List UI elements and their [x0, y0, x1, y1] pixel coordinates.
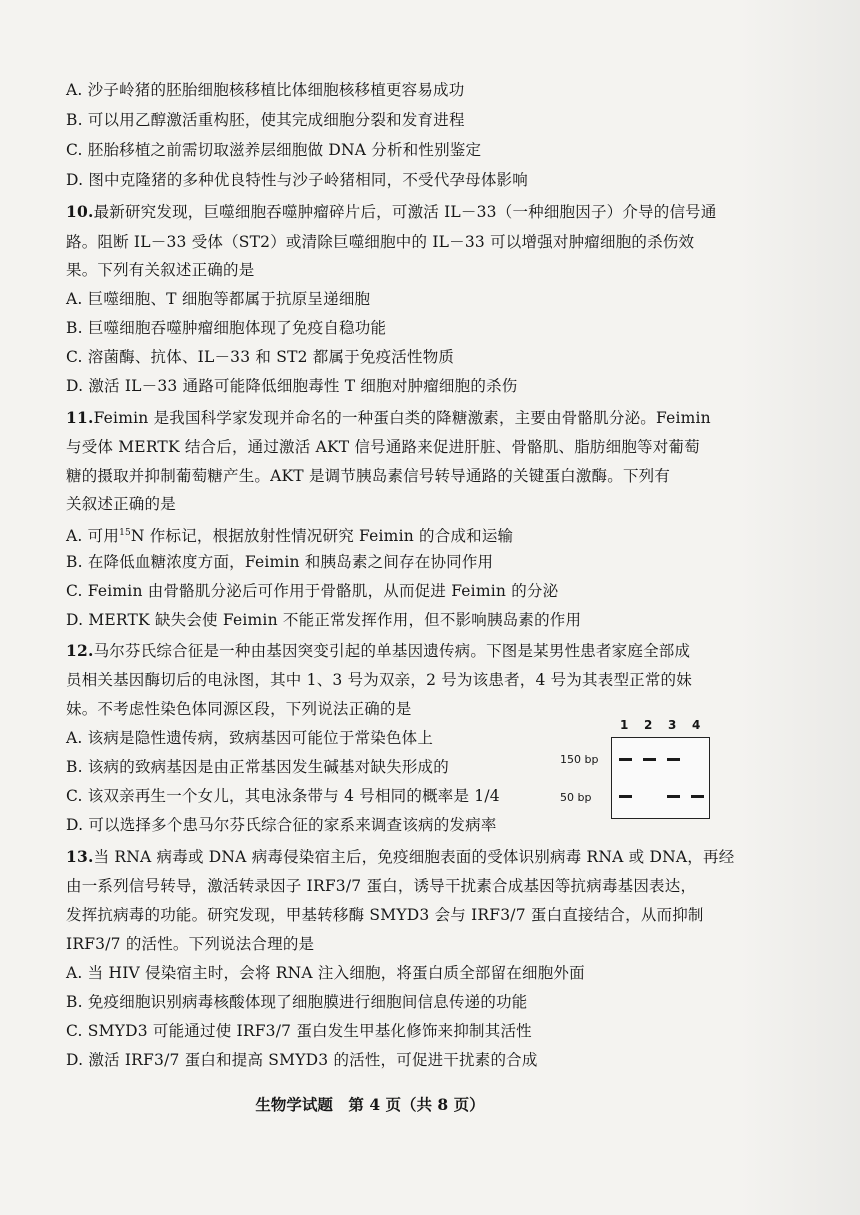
q11-option-a	[66, 523, 513, 546]
q9-option-a: A. 沙子岭猪的胚胎细胞核移植比体细胞核移植更容易成功	[66, 81, 465, 99]
q12-option-a: A. 该病是隐性遗传病，致病基因可能位于常染色体上	[66, 729, 434, 747]
q13-option-b: B. 免疫细胞识别病毒核酸体现了细胞膜进行细胞间信息传递的功能	[66, 993, 528, 1011]
q11-stem-2: 与受体 MERTK 结合后，通过激活 AKT 信号通路来促进肝脏、骨骼肌、脂肪细胞等对葡萄	[66, 438, 700, 456]
band-lane1-50	[619, 795, 632, 798]
band-lane4-50	[691, 795, 704, 798]
band-lane1-150	[619, 758, 632, 761]
q11-stem-text: Feimin 是我国科学家发现并命名的一种蛋白类的降糖激素，主要由骨骼肌分泌。Feimin	[93, 409, 711, 427]
q11-a-prefix: A. 可用	[66, 527, 120, 546]
q13-stem-text: 当 RNA 病毒或 DNA 病毒侵染宿主后，免疫细胞表面的受体识别病毒 RNA 或 DNA，再经	[93, 848, 735, 866]
q10-stem-text: 最新研究发现，巨噬细胞吞噬肿瘤碎片后，可激活 IL－33（一种细胞因子）介导的信号通	[93, 203, 717, 221]
q12-stem-2: 员相关基因酶切后的电泳图，其中 1、3 号为双亲，2 号为该患者，4 号为其表型正常的妹	[66, 671, 692, 689]
q12-stem-3: 妹。不考虑性染色体同源区段，下列说法正确的是	[66, 700, 412, 718]
q12-option-c: C. 该双亲再生一个女儿，其电泳条带与 4 号相同的概率是 1/4	[66, 787, 500, 805]
q12-option-d: D. 可以选择多个患马尔芬氏综合征的家系来调查该病的发病率	[66, 816, 497, 834]
q12-number: 12.	[66, 641, 94, 660]
q11-a-isotope: 15	[119, 528, 131, 538]
q10-stem-2: 路。阻断 IL－33 受体（ST2）或清除巨噬细胞中的 IL－33 可以增强对肿瘤细胞的杀伤效	[66, 233, 695, 251]
q12-stem-1	[66, 641, 690, 661]
q9-option-c: C. 胚胎移植之前需切取滋养层细胞做 DNA 分析和性别鉴定	[66, 141, 482, 159]
lane-number-3: 3	[668, 718, 677, 732]
band-lane3-150	[667, 758, 680, 761]
gel-box	[611, 737, 710, 819]
q10-number: 10.	[66, 202, 94, 221]
q11-a-text: N 作标记，根据放射性情况研究 Feimin 的合成和运输	[130, 527, 514, 546]
q10-option-d: D. 激活 IL－33 通路可能降低细胞毒性 T 细胞对肿瘤细胞的杀伤	[66, 377, 518, 395]
q11-stem-3: 糖的摄取并抑制葡萄糖产生。AKT 是调节胰岛素信号转导通路的关键蛋白激酶。下列有	[66, 467, 671, 485]
q13-stem-4: IRF3/7 的活性。下列说法合理的是	[66, 935, 315, 953]
lane-number-2: 2	[644, 718, 653, 732]
band-lane2-150	[643, 758, 656, 761]
q10-option-c: C. 溶菌酶、抗体、IL－33 和 ST2 都属于免疫活性物质	[66, 348, 455, 366]
q13-stem-3: 发挥抗病毒的功能。研究发现，甲基转移酶 SMYD3 会与 IRF3/7 蛋白直接结合，从而抑制	[66, 906, 704, 924]
q12-option-b: B. 该病的致病基因是由正常基因发生碱基对缺失形成的	[66, 758, 449, 776]
q11-stem-4: 关叙述正确的是	[66, 495, 176, 513]
q11-option-c: C. Feimin 由骨骼肌分泌后可作用于骨骼肌，从而促进 Feimin 的分泌	[66, 582, 559, 600]
scan-shadow	[740, 0, 860, 1215]
q11-option-b: B. 在降低血糖浓度方面，Feimin 和胰岛素之间存在协同作用	[66, 553, 494, 571]
q11-number: 11.	[66, 408, 94, 427]
q13-stem-2: 由一系列信号转导，激活转录因子 IRF3/7 蛋白，诱导干扰素合成基因等抗病毒基因表达，	[66, 877, 697, 895]
q13-option-d: D. 激活 IRF3/7 蛋白和提高 SMYD3 的活性，可促进干扰素的合成	[66, 1051, 538, 1069]
band-label-150bp: 150 bp	[560, 753, 599, 766]
lane-number-1: 1	[620, 718, 629, 732]
band-lane3-50	[667, 795, 680, 798]
q13-number: 13.	[66, 847, 94, 866]
q9-option-b: B. 可以用乙醇激活重构胚，使其完成细胞分裂和发育进程	[66, 111, 465, 129]
q10-stem-3: 果。下列有关叙述正确的是	[66, 261, 255, 279]
q10-option-b: B. 巨噬细胞吞噬肿瘤细胞体现了免疫自稳功能	[66, 319, 387, 337]
q13-option-c: C. SMYD3 可能通过使 IRF3/7 蛋白发生甲基化修饰来抑制其活性	[66, 1022, 532, 1040]
q11-option-d: D. MERTK 缺失会使 Feimin 不能正常发挥作用，但不影响胰岛素的作用	[66, 611, 582, 629]
q13-option-a: A. 当 HIV 侵染宿主时，会将 RNA 注入细胞，将蛋白质全部留在细胞外面	[66, 964, 585, 982]
q11-stem-1	[66, 408, 711, 428]
q10-option-a: A. 巨噬细胞、T 细胞等都属于抗原呈递细胞	[66, 290, 371, 308]
page-footer: 生物学试题 第 4 页（共 8 页）	[255, 1095, 485, 1114]
lane-number-4: 4	[692, 718, 701, 732]
band-label-50bp: 50 bp	[560, 791, 592, 804]
q9-option-d: D. 图中克隆猪的多种优良特性与沙子岭猪相同，不受代孕母体影响	[66, 171, 528, 189]
electrophoresis-figure	[560, 718, 720, 818]
q10-stem-1	[66, 202, 717, 222]
q12-stem-text: 马尔芬氏综合征是一种由基因突变引起的单基因遗传病。下图是某男性患者家庭全部成	[93, 642, 691, 660]
q13-stem-1	[66, 847, 734, 867]
